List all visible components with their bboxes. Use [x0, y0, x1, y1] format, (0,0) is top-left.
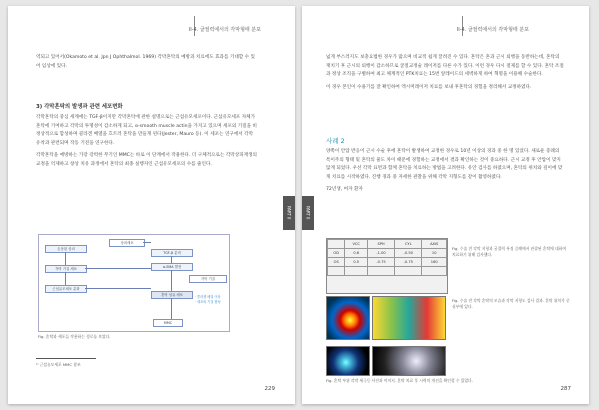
part-tab: PART II	[302, 196, 314, 230]
table-row	[328, 249, 447, 258]
diagram-edge	[171, 256, 172, 263]
left-paragraph-1: 각막혼탁의 중심 세계에는 TGF-β이지만 각막혼탁에 관한 설명으로는 근섬유모세포이다. 근섬유모세포 자체가 혼탁에 기여하고 각막의 투명성이 감소하게 되고, α-smooth muscle actin을 가지고 있으며 세포외 기질을 비정상적으로 합성하며 콜라겐 배열을 흐트러 혼탁을 만들게 된다(Jester, Mauro 등). 이 세포는 연구에서 각막 유착과 관련되며 작동 기전을 연구한다.	[36, 115, 257, 146]
case-description	[326, 148, 564, 199]
table-header: CYL	[395, 240, 422, 249]
left-page	[8, 6, 295, 404]
table-cell: OD	[328, 249, 345, 258]
diagram-node: 근섬유모세포 분화	[45, 285, 87, 293]
photo-caption-mid: Fig. 수술 전 각막 혼탁의 모습과 각막 지형도 검사 결과. 혼탁 위치가 중심부에 있다.	[452, 298, 570, 309]
table-header: VCC	[345, 240, 367, 249]
diagram-node: TGF-β 분비	[151, 249, 193, 257]
table-cell	[422, 267, 447, 276]
table-row	[328, 258, 447, 267]
slit-lamp-image	[326, 346, 370, 376]
case-paragraph: 양쪽이 안압 반응이 근시 수술 후에 혼탁이 발생하여 교정한 경우로 10년 이상의 경과 중 한 명 있었다. 새로운 증례의 특이주의 형태 및 혼탁의 물도 차이 때문에 경험하는 교정에서 결과 확인하는 것이 중요하다. 근시 교정 후 안압이 맞지 않게 되었다. 우선 각막 표면과 함께 혼탁을 치료하는 방법을 고려한다. 유안 검사를 하였으며, 혼탁의 위치와 깊이에 맞게 치료를 시작하였다. 진행 경과 중 자세한 관찰을 위해 각막 지형도를 같이 촬영하였다.	[326, 149, 563, 180]
right-body	[326, 54, 564, 96]
topography-image	[326, 296, 370, 340]
table-cell	[367, 267, 394, 276]
diagram-node: 손상된 상피	[45, 245, 87, 253]
running-head: II-4. 굴절력에서의 각막형태 분포	[456, 27, 529, 33]
diagram-node: α-SMA 발현	[151, 263, 193, 271]
page-number: 287	[560, 386, 571, 392]
table-cell: 10	[422, 249, 447, 258]
refraction-table	[327, 239, 447, 276]
diagram-node: 상피세포	[109, 239, 145, 247]
table-cell: -0.75	[395, 258, 422, 267]
running-head: II-4. 굴절력에서의 각막형태 분포	[188, 27, 261, 33]
case-title: 사례 2	[326, 137, 345, 145]
diagram-edge	[171, 298, 172, 319]
table-header	[328, 240, 345, 249]
diagram-node: 각막 기질 세포	[45, 265, 87, 273]
diagram-note	[195, 295, 221, 304]
table-cell	[328, 267, 345, 276]
table-cell: 0.5	[345, 258, 367, 267]
table-header-row	[328, 240, 447, 249]
section-title: 3) 각막혼탁의 발생과 관련 세포변화	[36, 104, 123, 110]
color-map-image	[372, 296, 446, 340]
table-cell	[345, 267, 367, 276]
table-row	[328, 267, 447, 276]
photo-caption-bottom: Fig. 혼탁 부위 각막 세극등 사진과 이미지. 혼탁 치료 후 시력의 개선을 확인할 수 있었다.	[326, 378, 473, 383]
table-header: SPH	[367, 240, 394, 249]
diagram-edge	[65, 252, 66, 265]
diagram-note-line: · 콜라겐 배열 이상	[195, 295, 221, 299]
table-cell: -0.75	[367, 258, 394, 267]
diagram-note-line: · 세포외 기질 합성	[195, 299, 221, 304]
diagram-edge	[85, 288, 151, 289]
page-number: 229	[264, 386, 275, 392]
right-paragraph-1: 넓게 부스러지도 보충요법한 경우가 많으며 비교적 쉽게 끌려진 수 있다. 혼탁은 혼과 근시 퇴행을 동반하는데, 혼탁의 재치기 후 근시의 퇴행이 감소하므로 굴절교정술 레이저를 다른 수가 있다. 이런 경우 다시 절제를 할 수 있다. 혼탁 조절과 정상 조직을 구별하여 최고 체계적인 PTK치료는 15번 앞레이드의 세벽하게 하여 혁명을 이용해 수술한다.	[326, 55, 564, 77]
refraction-table-scan	[326, 238, 448, 294]
table-cell: 0.6	[345, 249, 367, 258]
case-patient: 72년생, 여자 환자	[326, 187, 363, 192]
table-caption: Fig. 수술 전 각막 지형과 굴절력 특징 증례에서 관찰된 혼탁에 대하여 치료하기 위해 검사했다.	[452, 246, 567, 257]
right-paragraph-2: 이 경우 본인이 수용기를 잘 확인하여 엑시머레이저 치료를 보내 후혼탁의 경험을 정리해서 교정하였다.	[326, 84, 532, 90]
footnote-rule	[36, 358, 96, 359]
table-cell: -1.00	[367, 249, 394, 258]
table-cell: OS	[328, 258, 345, 267]
diagram-edge	[143, 242, 151, 243]
part-tab: PART II	[283, 196, 295, 230]
left-body	[36, 114, 258, 173]
table-header: AXIS	[422, 240, 447, 249]
table-cell	[395, 267, 422, 276]
diagram-node: 혼탁 섬유 세포	[151, 291, 193, 299]
eye-photo-image	[372, 346, 446, 376]
footnote: ¹⁾ 근섬유모세포 MMC 참조	[36, 362, 81, 367]
diagram-node: 각막 기질	[189, 275, 227, 283]
figure-caption: Fig. 혼탁과 세포들 작용하는 경로를 보았다.	[38, 334, 111, 339]
left-paragraph-2: 각막혼탁을 예방하는 가장 강력한 무기인 MMC는 바로 이 단계에서 작용한다. 더 구체적으로는 각막상피재생의 교정을 억제하고 창상 치유 과정에서 혼탁의 최종 실행자인 근섬유모세포의 수를 줄인다.	[36, 153, 257, 167]
right-page	[302, 6, 589, 404]
diagram-edge	[65, 272, 66, 285]
table-cell: -0.50	[395, 249, 422, 258]
table-cell: 160	[422, 258, 447, 267]
diagram-edge	[85, 268, 151, 269]
diagram-node: MMC	[153, 319, 183, 327]
intro-paragraph: 역되고 있어서(Okamoto et al. Jpn J Ophthalmol. 1969) 각막혼탁의 예방과 치료에도 효과를 기대할 수 있어 임상에 있다.	[36, 55, 255, 69]
diagram-edge	[171, 270, 172, 291]
pathway-diagram	[38, 234, 230, 332]
